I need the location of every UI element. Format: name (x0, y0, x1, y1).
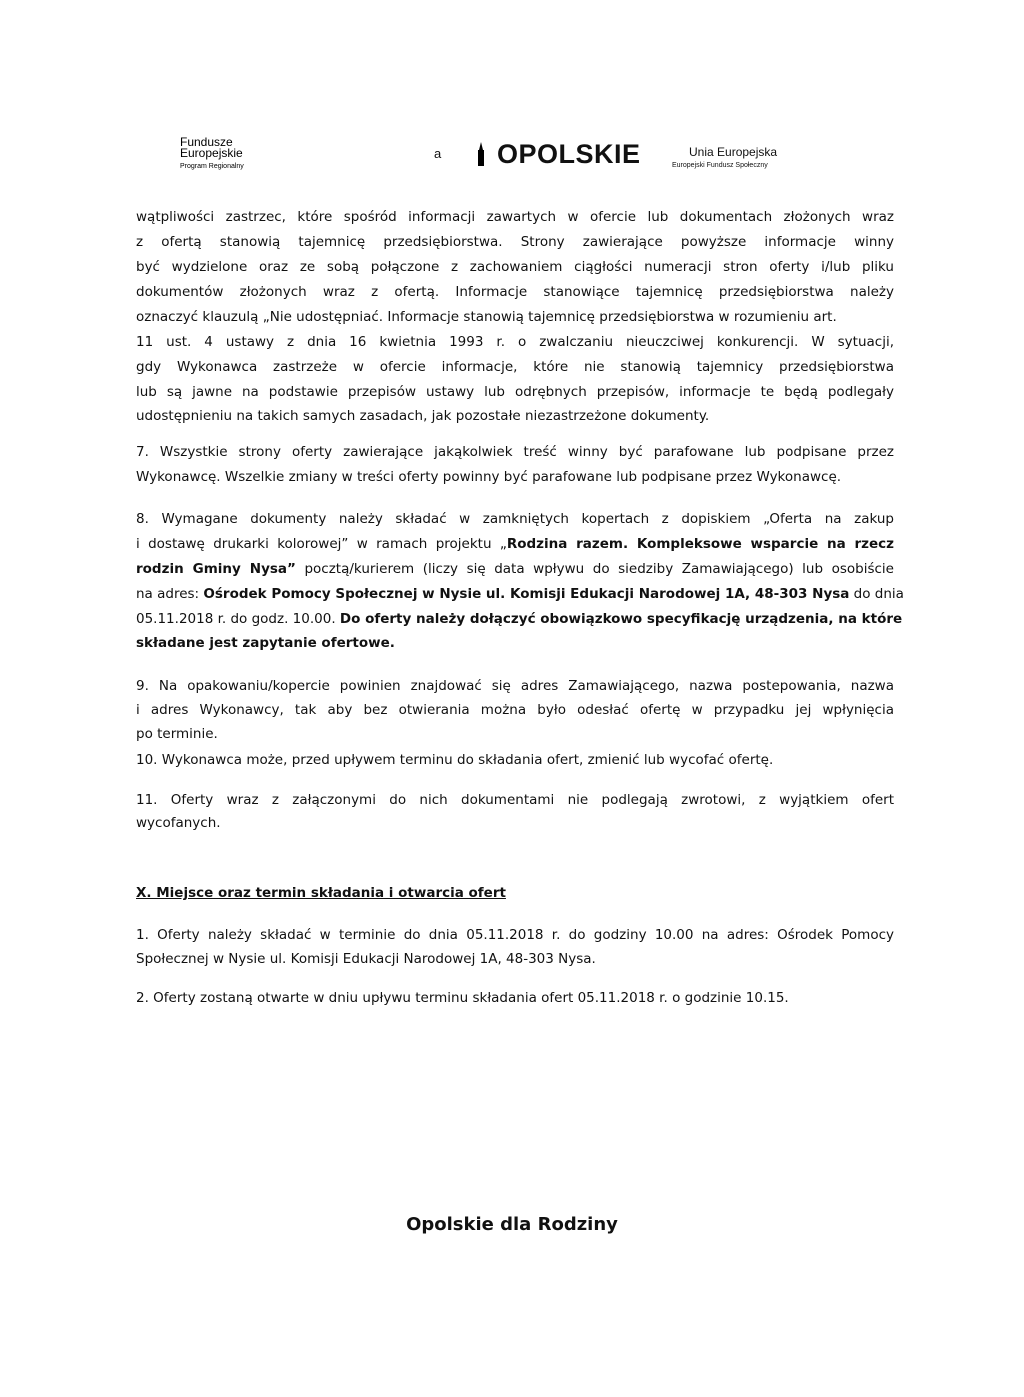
fundusze-europejskie-logo: Fundusze Europejskie Program Regionalny (180, 135, 244, 170)
list-item-10: 10. Wykonawca może, przed upływem terminu do składania ofert, zmienić lub wycofać ofertę. (136, 752, 774, 768)
section-heading: X. Miejsce oraz termin składania i otwarcia ofert (136, 885, 506, 901)
unia-europejska-logo: Unia Europejska Europejski Fundusz Społeczny (672, 145, 778, 169)
page-header (0, 134, 1024, 184)
paragraph-line: udostępnieniu na takich samych zasadach, jak pozostałe niezastrzeżone dokumenty. (136, 408, 710, 424)
flag-mark: a (434, 146, 442, 161)
tower-icon (477, 142, 485, 166)
paragraph-line: gdy Wykonawca zastrzeże w ofercie informacje, które nie stanowią tajemnicy przedsiębiorstwa (136, 359, 894, 375)
paragraph-line: być wydzielone oraz ze sobą połączone z zachowaniem ciągłości numeracji stron oferty i/lub pliku (136, 259, 894, 275)
section-item-2: 2. Oferty zostaną otwarte w dniu upływu terminu składania ofert 05.11.2018 r. o godzinie 10.15. (136, 990, 789, 1006)
paragraph-line: z ofertą stanowią tajemnicę przedsiębiorstwa. Strony zawierające powyższe informacje winny (136, 234, 894, 250)
paragraph-line: lub są jawne na podstawie przepisów ustawy lub odrębnych przepisów, informacje te będą podlegały (136, 384, 894, 400)
paragraph-line: 11 ust. 4 ustawy z dnia 16 kwietnia 1993 r. o zwalczaniu nieuczciwej konkurencji. W sytuacji, (136, 334, 894, 350)
paragraph-line: oznaczyć klauzulą „Nie udostępniać. Informacje stanowią tajemnicę przedsiębiorstwa w rozumieniu art. (136, 309, 837, 325)
page-footer: Opolskie dla Rodziny (406, 1214, 618, 1235)
paragraph-line: wątpliwości zastrzec, które spośród informacji zawartych w ofercie lub dokumentach złożonych wraz (136, 209, 894, 225)
paragraph-line: dokumentów złożonych wraz z ofertą. Informacje stanowiące tajemnicę przedsiębiorstwa należy (136, 284, 894, 300)
opolskie-logo: OPOLSKIE (477, 142, 641, 166)
